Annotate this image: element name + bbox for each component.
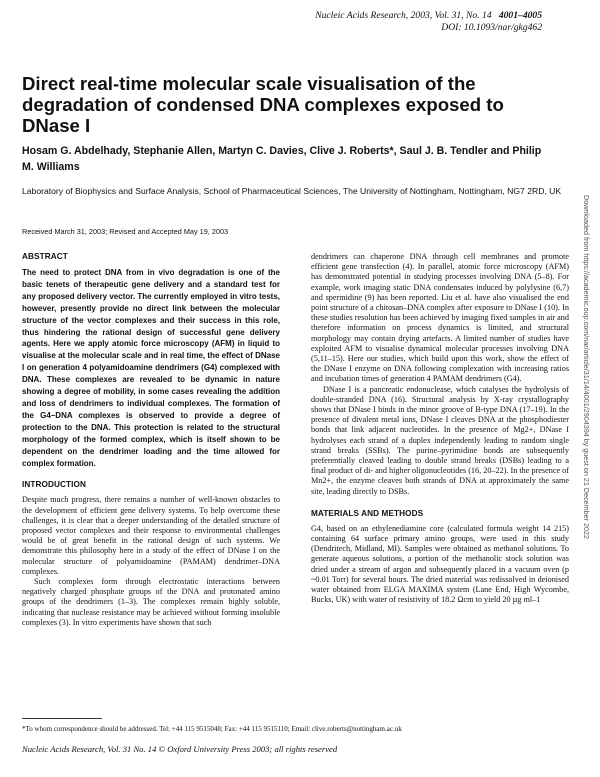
doi: DOI: 10.1093/nar/gkg462 (441, 22, 542, 33)
introduction-paragraph: Such complexes form through electrostatic interactions between negatively charged phosphate groups of the DNA and protonated amino groups of the dendrimers (1–3). The complexes remain highly soluble, indicating that nuclease resistance may be achieved without forming insoluble complexes (3). In vitro experiments have shown that such (22, 577, 280, 627)
body-paragraph: dendrimers can chaperone DNA through cell membranes and promote efficient gene transfection (4). In parallel, atomic force microscopy (AFM) has demonstrated potential in studying processes involving DNA (5–8). For example, work imaging static DNA condensates induced by polylysine (6,7) and spermidine (9) has been reported. Liu et al. have also visualised the end point structure of a chitosan–DNA complex after exposure to DNase I (10). In these studies resolution has been achieved by imaging fixed samples in air and therefore information on process dynamics is limited, and structural morphology may contain drying artefacts. A limited number of studies have exploited AFM to visualise dynamical molecular processes involving DNA (5,11–15). Here our studies, which build upon this work, show the effect of the DNase I enzyme on DNA following complexation with increasing ratios and incubation times of generation 4 PAMAM dendrimers (G4). (311, 252, 569, 384)
page-footer: Nucleic Acids Research, Vol. 31 No. 14 © Oxford University Press 2003; all rights reserved (22, 744, 338, 754)
received-dates: Received March 31, 2003; Revised and Accepted May 19, 2003 (22, 227, 229, 236)
correspondence-footnote: *To whom correspondence should be addressed. Tel: +44 115 9515048; Fax: +44 115 9515110; Email: clive.roberts@nottingham.ac.uk (22, 725, 402, 733)
methods-paragraph: G4, based on an ethylenediamine core (calculated formula weight 14 215) containing 64 surface primary amino groups, were used in this study (Dendritech, Midland, MI). Samples were obtained as methanol solutions. To generate aqueous solutions, a portion of the methanolic stock solution was dried under a stream of argon and subsequently placed in a vacuum oven (p ~0.01 Torr) for several hours. The dried material was redissolved in deionised water obtained from ELGA MAXIMA system (Lane End, High Wycombe, Bucks, UK) with water of resistivity of 18.2 Ωcm to yield 20 µg ml–1 (311, 523, 569, 605)
methods-heading: MATERIALS AND METHODS (311, 508, 424, 518)
page-range: 4001–4005 (498, 10, 542, 21)
right-column (311, 252, 569, 606)
footnote-divider (22, 718, 102, 719)
introduction-heading: INTRODUCTION (22, 480, 86, 490)
journal-citation: Nucleic Acids Research, 2003, Vol. 31, No. 14 (315, 10, 492, 21)
author-list: Hosam G. Abdelhady, Stephanie Allen, Martyn C. Davies, Clive J. Roberts*, Saul J. B. Tendler and Philip M. Williams (22, 145, 542, 173)
article-title: Direct real-time molecular scale visualisation of the degradation of condensed DNA complexes exposed to DNase I (22, 73, 504, 136)
abstract-text: The need to protect DNA from in vivo degradation is one of the basic tenets of therapeutic gene delivery and a standard test for any proposed delivery vector. The currently employed in vitro tests, however, presently provide no direct link between the molecular structure of the vector complexes and their success in this role, thus hindering the rational design of successful gene delivery agents. Here we apply atomic force microscopy (AFM) in liquid to visualise at the molecular scale and in real time, the effect of DNase I on generation 4 polyamidoamine dendrimers (G4) complexed with DNA. These complexes are revealed to be dynamic in nature showing a degree of mobility, in some cases revealing the addition and loss of dendrimers to individual complexes. The formation of the G4–DNA complexes is observed to provide a degree of protection to the DNA. This protection is related to the structural morphology of the formed complex, which is itself shown to be dependent on the dendrimer loading and the time allowed for complex formation. (22, 268, 280, 468)
watermark-text: Downloaded from https://academic.oup.com/nar/article/31/14/4001/2904394 by guest on 21 December 2022 (582, 195, 591, 540)
left-column (22, 252, 280, 628)
introduction-paragraph: Despite much progress, there remains a number of well-known obstacles to the development of efficient gene delivery systems. To help overcome these challenges, it is clear that a deeper understanding of the detailed structure of proposed vector complexes and their response to environmental challenges would be of great benefit in the rational design of such systems. We demonstrate this philosophy here in a study of the effect of DNase I on the molecular structure of polyamidoamine (PAMAM) dendrimer–DNA complexes. (22, 495, 280, 576)
abstract-heading: ABSTRACT (22, 252, 68, 261)
download-watermark (582, 195, 592, 665)
affiliation: Laboratory of Biophysics and Surface Analysis, School of Pharmaceutical Sciences, The University of Nottingham, Nottingham, NG7 2RD, UK (22, 186, 562, 196)
body-paragraph: DNase I is a pancreatic endonuclease, which catalyses the hydrolysis of double-stranded DNA (16). Structural analysis by X-ray crystallography shows that DNase I binds in the minor groove of B-type DNA (17–19). In the presence of divalent metal ions, DNase I cleaves DNA at the phosphodiester bonds that link adjacent nucleotides. In the presence of Mg2+, DNase I hydrolyses each strand of a duplex independently leading to random single strand breaks (SSBs). The purine–pyrimidine bonds are subsequently preferentially cleaved leading to double strand breaks (DSBs) leading to a final product of di- and higher oligonucleotides (16, 20–22). In the presence of Mn2+, the enzyme cleaves both strands of DNA at approximately the same site, leading directly to DSBs. (311, 384, 569, 496)
journal-header (315, 10, 542, 34)
